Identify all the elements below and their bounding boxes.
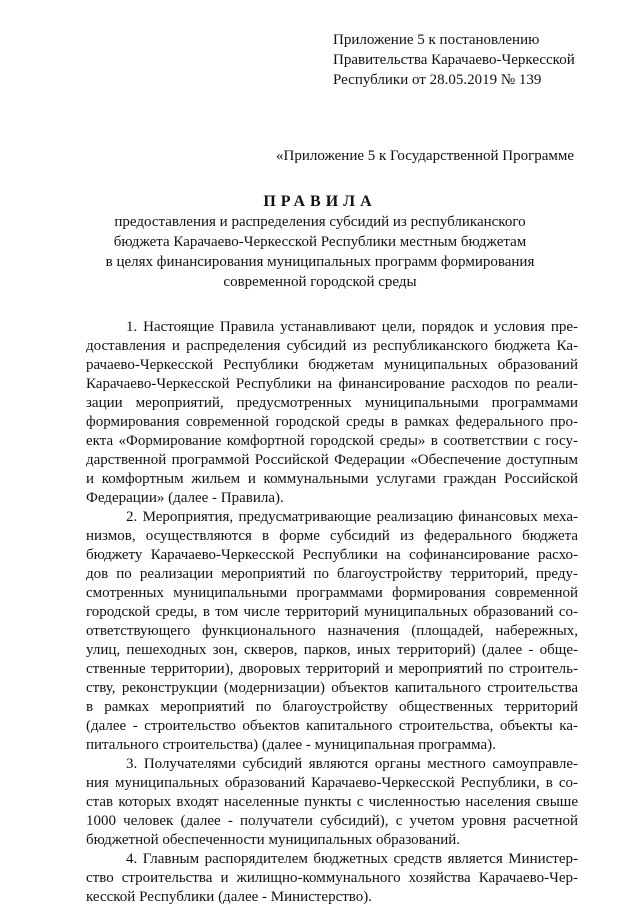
- paragraph-line: ству, реконструкции (модернизации) объектов капитального строительства: [86, 680, 578, 696]
- paragraph-line: 1. Настоящие Правила устанавливают цели, порядок и условия пре-: [126, 319, 578, 335]
- paragraph-line: улиц, пешеходных зон, скверов, парков, иных территорий) (далее - обще-: [86, 642, 578, 658]
- paragraph-line: формирования современной городской среды в рамках федерального про-: [86, 414, 578, 430]
- paragraph-line: дов по реализации мероприятий по благоустройству территорий, преду-: [86, 566, 578, 582]
- header-line: Правительства Карачаево-Черкесской: [333, 52, 575, 68]
- paragraph-line: городской среды, в том числе территорий муниципальных образований со-: [86, 604, 578, 620]
- paragraph-line: ство строительства и жилищно-коммунального хозяйства Карачаево-Чер-: [86, 870, 578, 886]
- paragraph-line: Карачаево-Черкесской Республики на финансирование расходов по реали-: [86, 376, 578, 392]
- paragraph: [86, 508, 578, 755]
- paragraph-line: ния муниципальных образований Карачаево-Черкесской Республики, в со-: [86, 775, 578, 791]
- header-line: Приложение 5 к постановлению: [333, 32, 540, 48]
- paragraph-line: рачаево-Черкесской Республики бюджетам муниципальных образований: [86, 357, 578, 373]
- paragraph-line: 2. Мероприятия, предусматривающие реализацию финансовых меха-: [126, 509, 578, 525]
- subtitle-line: предоставления и распределения субсидий из республиканского: [114, 214, 526, 230]
- paragraph-line: низмов, осуществляются в форме субсидий из федерального бюджета: [86, 528, 578, 544]
- paragraph-line: Федерации» (далее - Правила).: [86, 490, 284, 506]
- paragraph-line: смотренных муниципальными программами формирования современной: [86, 585, 578, 601]
- paragraph: [86, 850, 578, 907]
- paragraph-line: бюджету Карачаево-Черкесской Республики на софинансирование расхо-: [86, 547, 578, 563]
- paragraph: [86, 755, 578, 850]
- document-title: ПРАВИЛА: [263, 193, 377, 210]
- paragraph-line: зации мероприятий, предусмотренных муниципальными программами: [86, 395, 578, 411]
- paragraph-line: питального строительства) (далее - муниципальная программа).: [86, 737, 496, 753]
- paragraph-line: бюджетной обеспеченности муниципальных образований.: [86, 832, 461, 848]
- subtitle-line: в целях финансирования муниципальных программ формирования: [105, 254, 535, 270]
- paragraph-line: 4. Главным распорядителем бюджетных средств является Министер-: [126, 851, 578, 867]
- paragraph-line: ответствующего функционального назначения (площадей, набережных,: [86, 623, 578, 639]
- paragraph-line: 1000 человек (далее - получатели субсидий), с учетом уровня расчетной: [86, 813, 578, 829]
- subtitle-line: бюджета Карачаево-Черкесской Республики местным бюджетам: [113, 234, 527, 250]
- paragraph: [86, 318, 578, 508]
- document-subtitle: [80, 212, 560, 292]
- paragraph-line: кесской Республики (далее - Министерство).: [86, 889, 373, 905]
- paragraph-line: и комфортным жильем и коммунальными услугами граждан Российской: [86, 471, 578, 487]
- header-line: Республики от 28.05.2019 № 139: [333, 72, 542, 88]
- paragraph-line: став которых входят населенные пункты с численностью населения свыше: [86, 794, 578, 810]
- paragraph-line: в рамках мероприятий по благоустройству общественных территорий: [86, 699, 578, 715]
- paragraph-line: дарственной программой Российской Федерации «Обеспечение доступным: [86, 452, 578, 468]
- paragraph-line: ственные территории), дворовых территорий и мероприятий по строитель-: [86, 661, 578, 677]
- paragraph-line: екта «Формирование комфортной городской среды» в соответствии с госу-: [86, 433, 578, 449]
- subtitle-line: современной городской среды: [223, 274, 417, 290]
- approval-header: [333, 30, 575, 90]
- paragraph-line: (далее - строительство объектов капитального строительства, объекты ка-: [86, 718, 578, 734]
- paragraph-line: 3. Получателями субсидий являются органы местного самоуправле-: [126, 756, 578, 772]
- program-reference: «Приложение 5 к Государственной Программе: [276, 148, 575, 164]
- paragraph-line: доставления и распределения субсидий из республиканского бюджета Ка-: [86, 338, 578, 354]
- document-body: [86, 318, 578, 907]
